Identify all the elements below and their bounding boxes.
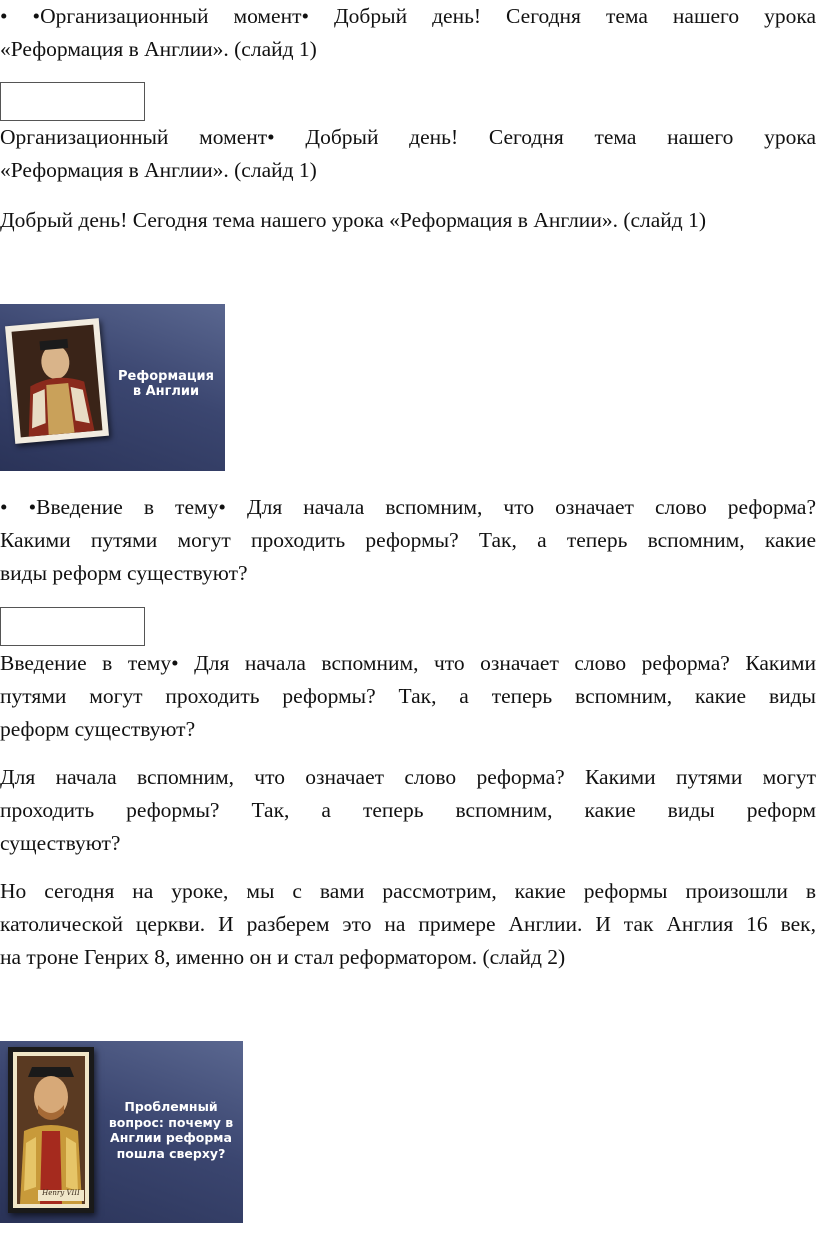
- text-line: католической церкви. И разберем это на примере Англии. И так Англия 16 век,: [0, 912, 816, 936]
- empty-image-placeholder: [0, 607, 145, 646]
- text-line: на троне Генрих 8, именно он и стал реформатором. (слайд 2): [0, 945, 566, 969]
- slide-question-line: вопрос: почему в: [108, 1114, 234, 1130]
- text-line: Для начала вспомним, что означает слово реформа? Какими путями могут: [0, 765, 816, 789]
- paragraph-topic-repeat: [0, 647, 816, 746]
- slide-question-line: Англии реформа: [110, 1130, 232, 1146]
- slide-question-line: Проблемный: [124, 1099, 218, 1114]
- slide-title-line: Реформация: [118, 369, 214, 384]
- text-line: существуют?: [0, 831, 121, 855]
- slide-question-line: пошла сверху?: [116, 1145, 226, 1161]
- text-line: путями могут проходить реформы? Так, а теперь вспомним, какие виды: [0, 684, 816, 708]
- text-line: • •Введение в тему• Для начала вспомним, что означает слово реформа?: [0, 495, 816, 519]
- paragraph-reform-question: [0, 761, 816, 860]
- slide-1-title: [108, 370, 224, 400]
- slide-title-line: в Англии: [132, 383, 200, 399]
- paragraph-henry: [0, 875, 816, 974]
- slide-2-image: [0, 1041, 243, 1223]
- slide-2-question: [102, 1099, 240, 1162]
- text-line: Какими путями могут проходить реформы? Так, а теперь вспомним, какие: [0, 528, 816, 552]
- text-line: реформ существуют?: [0, 717, 196, 741]
- text-line: Добрый день! Сегодня тема нашего урока «Реформация в Англии». (слайд 1): [0, 208, 707, 232]
- text-line: «Реформация в Англии». (слайд 1): [0, 37, 317, 61]
- portrait-signature: Henry VIII: [42, 1189, 80, 1197]
- text-line: Но сегодня на уроке, мы с вами рассмотрим, какие реформы произошли в: [0, 879, 816, 903]
- text-line: Введение в тему• Для начала вспомним, что означает слово реформа? Какими: [0, 651, 816, 675]
- henry-portrait-icon: [5, 318, 109, 444]
- paragraph-greeting: [0, 204, 816, 237]
- text-line: проходить реформы? Так, а теперь вспомним, какие виды реформ: [0, 798, 816, 822]
- portrait-frame: [5, 318, 109, 444]
- portrait-frame: [8, 1047, 94, 1213]
- text-line: «Реформация в Англии». (слайд 1): [0, 158, 317, 182]
- text-line: виды реформ существуют?: [0, 561, 248, 585]
- paragraph-topic-heading: [0, 491, 816, 590]
- text-line: • •Организационный момент• Добрый день! Сегодня тема нашего урока: [0, 4, 816, 28]
- text-line: Организационный момент• Добрый день! Сегодня тема нашего урока: [0, 125, 816, 149]
- paragraph-intro-repeat: [0, 121, 816, 187]
- slide-1-image: [0, 304, 225, 471]
- empty-image-placeholder: [0, 82, 145, 121]
- paragraph-intro-heading: [0, 0, 816, 66]
